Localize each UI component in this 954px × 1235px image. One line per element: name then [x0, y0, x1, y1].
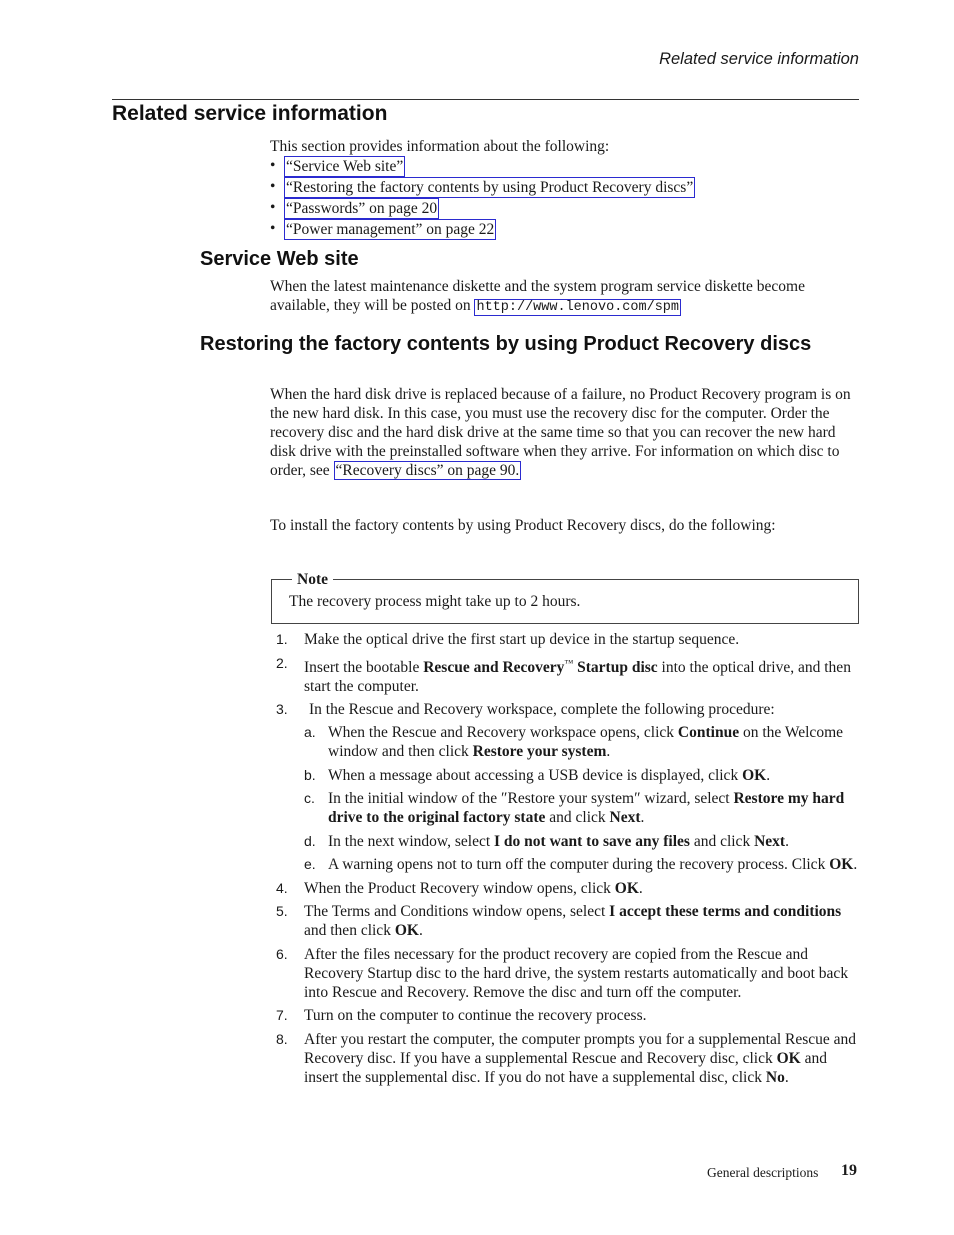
step-text: The Terms and Conditions window opens, select I accept these terms and conditions and then click OK. [304, 903, 842, 940]
intro-text: This section provides information about the following: [270, 138, 610, 155]
footer-section-name: General descriptions [707, 1165, 819, 1180]
note-text: The recovery process might take up to 2 hours. [289, 593, 581, 610]
toc-link-power-management[interactable]: “Power management” on page 22 [286, 221, 495, 238]
step-item: 4. When the Product Recovery window opens, click OK. [276, 879, 643, 897]
note-box [271, 571, 859, 624]
sub-step-item: b. When a message about accessing a USB device is displayed, click OK. [304, 766, 771, 784]
section-title: Related service information [112, 102, 388, 125]
restore-paragraph: When the hard disk drive is replaced because of a failure, no Product Recovery program is on the new hard disk. In this case, you must use the recovery disc for the computer. Order the recovery disc and the hard disk drive at the same time so that you can recover the new hard disk drive with the preinstalled software when they arrive. For information on which disc to order, see “Recovery discs” on page 90. [270, 386, 851, 479]
page-number: 19 [841, 1162, 857, 1179]
step-item: 3. In the Rescue and Recovery workspace, complete the following procedure: a. When the Rescue and Recovery workspace opens, click Continue on the Welcome window and then click Restore your system. b. When a message about accessing a USB device is displayed, click OK. c. In the initial window of the ″Restore your system″ wizard, select Restore my hard drive to the original factory state and click Next. d. In the next window, select I do not want to save any files and click Next. e. A warning opens not to turn off the computer during the recovery process. Click OK. [276, 700, 860, 874]
step-item: 5. The Terms and Conditions window opens, select I accept these terms and conditions and then click OK. [276, 902, 860, 940]
sub-step-item: a. When the Rescue and Recovery workspace opens, click Continue on the Welcome window and then click Restore your system. [304, 724, 843, 761]
running-header: Related service information [659, 50, 859, 68]
web-site-heading: Service Web site [200, 248, 359, 270]
step-item: 6. After the files necessary for the product recovery are copied from the Rescue and Recovery Startup disc to the hard drive, the system restarts automatically and boot back into Rescue and Recovery. Remove the disc and turn off the computer. [276, 945, 860, 1002]
step-text: When the Product Recovery window opens, click OK. [304, 879, 643, 897]
step-text: In the Rescue and Recovery workspace, complete the following procedure: [309, 701, 775, 719]
toc-link-restoring[interactable]: “Restoring the factory contents by using Product Recovery discs” [286, 179, 694, 196]
sub-step-item: d. In the next window, select I do not want to save any files and click Next. [304, 832, 789, 850]
header-rule [112, 99, 859, 100]
note-title: Note [292, 570, 333, 589]
toc-item: • “Passwords” on page 20 [270, 199, 438, 217]
toc-item: • “Service Web site” [270, 157, 404, 175]
toc-link-service-web-site[interactable]: “Service Web site” [286, 158, 404, 175]
step-text: Insert the bootable Rescue and Recovery™ Startup disc into the optical drive, and then start the computer. [304, 657, 851, 695]
step-item: 8. After you restart the computer, the computer prompts you for a supplemental Rescue and Recovery disc. If you have a supplemental Rescue and Recovery disc, click OK and insert the supplemental disc. If you do not have a supplemental disc, click No. [276, 1030, 860, 1087]
install-instructions: To install the factory contents by using Product Recovery discs, do the following: [270, 517, 776, 534]
toc-list [270, 156, 860, 240]
step-item: 2. Insert the bootable Rescue and Recovery™ Startup disc into the optical drive, and then start the computer. [276, 654, 860, 696]
step-item: 1. Make the optical drive the first start up device in the startup sequence. [276, 631, 740, 648]
sub-step-item: c. In the initial window of the ″Restore your system″ wizard, select Restore my hard drive to the original factory state and click Next. [304, 790, 845, 827]
toc-link-passwords[interactable]: “Passwords” on page 20 [286, 200, 438, 217]
lenovo-spm-link[interactable]: http://www.lenovo.com/spm [476, 300, 680, 315]
step-text: Make the optical drive the first start up device in the startup sequence. [304, 631, 740, 648]
web-site-text: When the latest maintenance diskette and the system program service diskette become available, they will be posted on http://www.lenovo.com/spm [270, 278, 805, 315]
step-item: 7. Turn on the computer to continue the recovery process. [276, 1007, 647, 1025]
recovery-steps [276, 630, 860, 1091]
step-text: After the files necessary for the product recovery are copied from the Rescue and Recovery Startup disc to the hard drive, the system restarts automatically and boot back into Rescue and Recovery. Remove the disc and turn off the computer. [304, 945, 849, 1001]
toc-item: • “Restoring the factory contents by using Product Recovery discs” [270, 178, 694, 196]
step-text: After you restart the computer, the computer prompts you for a supplemental Rescue and Recovery disc. If you have a supplemental Rescue and Recovery disc, click OK and insert the supplemental disc. If you do not have a supplemental disc, click No. [304, 1030, 857, 1086]
step-text: Turn on the computer to continue the recovery process. [304, 1007, 647, 1025]
toc-item: • “Power management” on page 22 [270, 220, 495, 238]
sub-steps [304, 723, 860, 874]
restore-heading: Restoring the factory contents by using Product Recovery discs [200, 333, 812, 355]
sub-step-item: e. A warning opens not to turn off the computer during the recovery process. Click OK. [304, 855, 858, 873]
recovery-discs-link[interactable]: “Recovery discs” on page 90. [335, 462, 520, 479]
